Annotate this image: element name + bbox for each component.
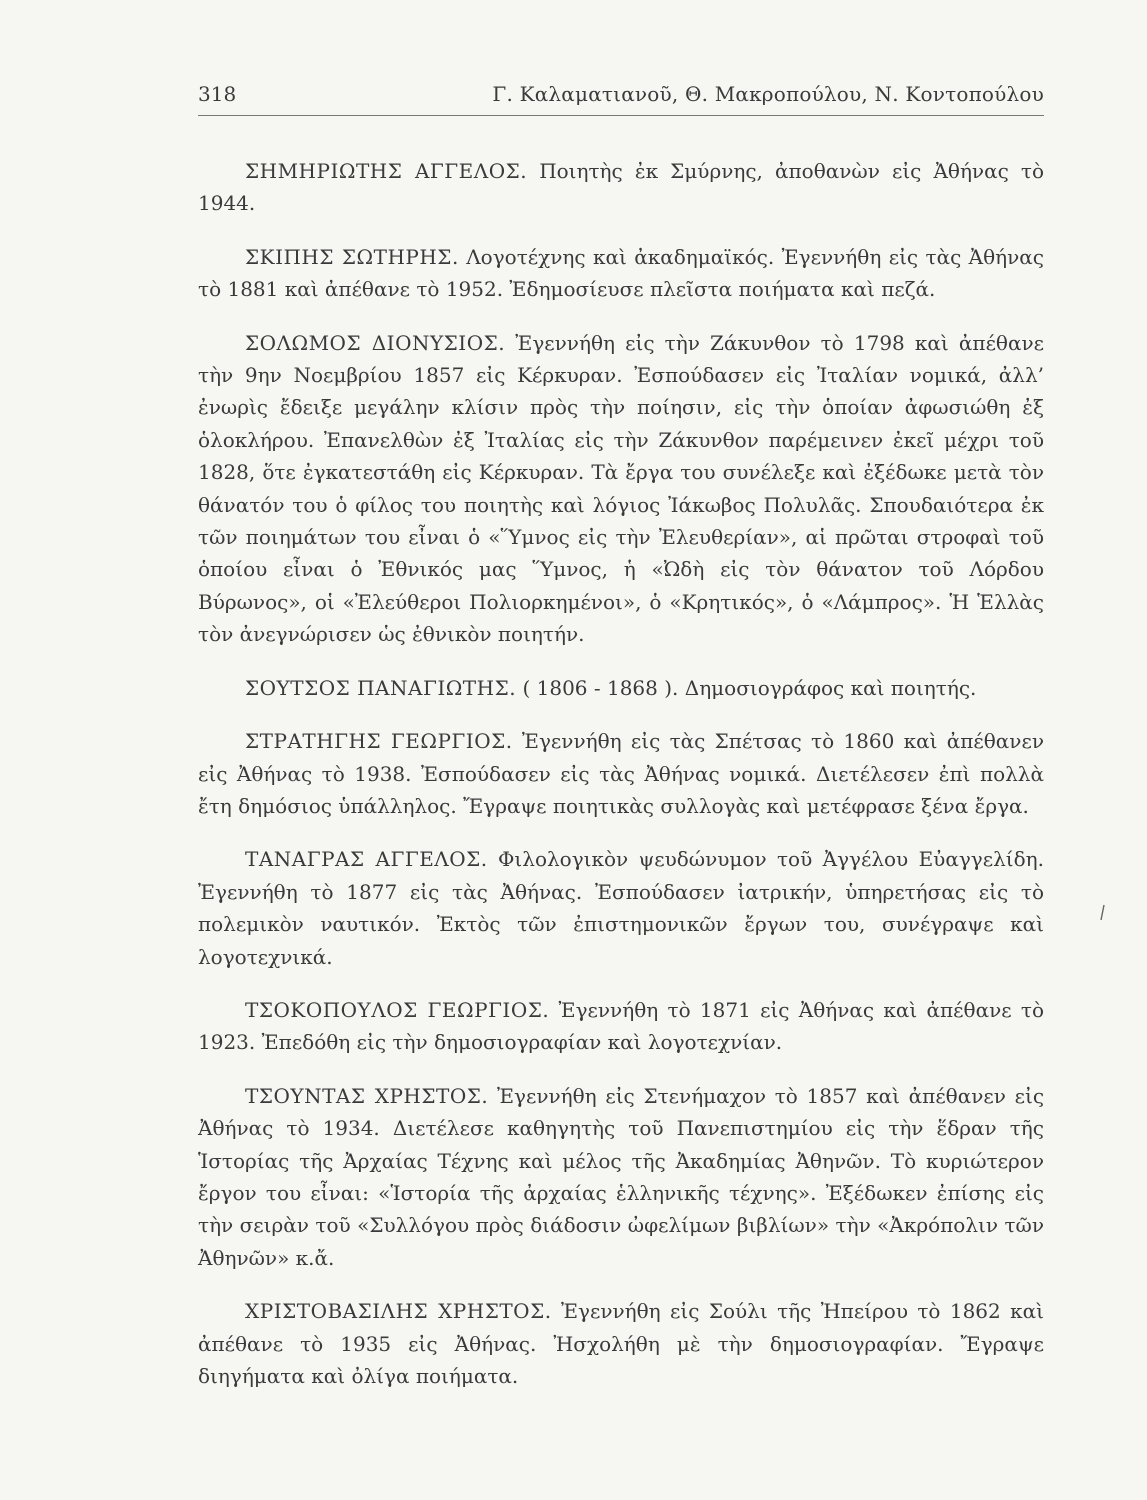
entry-text: Ποιητὴς ἐκ Σμύρνης, ἀποθανὼν εἰς Ἀθήνας τὸ 1944. [198, 159, 1044, 216]
entry-name: ΧΡΙΣΤΟΒΑΣΙΛΗΣ ΧΡΗΣΤΟΣ. [245, 1299, 552, 1324]
entry-name: ΤΣΟΥΝΤΑΣ ΧΡΗΣΤΟΣ. [245, 1083, 489, 1108]
entry-tanagras [198, 843, 1044, 973]
entry-stratigis [198, 725, 1044, 822]
entry-tsokopoulos [198, 994, 1044, 1059]
entry-name: ΤΑΝΑΓΡΑΣ ΑΓΓΕΛΟΣ. [245, 847, 488, 872]
entry-text: ( 1806 - 1868 ). Δημοσιογράφος καὶ ποιητής. [522, 675, 977, 700]
entry-text: Ἐγεννήθη εἰς Στενήμαχον τὸ 1857 καὶ ἀπέθανεν εἰς Ἀθήνας τὸ 1934. Διετέλεσε καθηγητὴς τοῦ Πανεπιστημίου εἰς τὴν ἕδραν τῆς Ἱστορίας τῆς Ἀρχαίας Τέχνης καὶ μέλος τῆς Ἀκαδημίας Ἀθηνῶν. Τὸ κυριώτερον ἔργον του εἶναι: «Ἱστορία τῆς ἀρχαίας ἑλληνικῆς τέχνης». Ἐξέδωκεν ἐπίσης εἰς τὴν σειρὰν τοῦ «Συλλόγου πρὸς διάδοσιν ὠφελίμων βιβλίων» τὴν «Ἀκρόπολιν τῶν Ἀθηνῶν» κ.ἄ. [198, 1083, 1045, 1270]
entry-name: ΣΤΡΑΤΗΓΗΣ ΓΕΩΡΓΙΟΣ. [245, 729, 513, 754]
entry-tsountas [198, 1080, 1044, 1274]
entry-text: Λογοτέχνης καὶ ἀκαδημαϊκός. Ἐγεννήθη εἰς τὰς Ἀθήνας τὸ 1881 καὶ ἀπέθανε τὸ 1952. Ἐδημοσίευσε πλεῖστα ποιήματα καὶ πεζά. [198, 244, 1045, 302]
entry-text: Ἐγεννήθη εἰς τὴν Ζάκυνθον τὸ 1798 καὶ ἀπέθανε τὴν 9ην Νοεμβρίου 1857 εἰς Κέρκυραν. Ἐσπούδασεν εἰς Ἰταλίαν νομικά, ἀλλ’ ἐνωρὶς ἔδειξε μεγάλην κλίσιν πρὸς τὴν ποίησιν, εἰς τὴν ὁποίαν ἀφωσιώθη ἐξ ὁλοκλήρου. Ἐπανελθὼν ἐξ Ἰταλίας εἰς τὴν Ζάκυνθον παρέμεινεν ἐκεῖ μέχρι τοῦ 1828, ὅτε ἐγκατεστάθη εἰς Κέρκυραν. Τὰ ἔργα του συνέλεξε καὶ ἐξέδωκε μετὰ τὸν θάνατόν του ὁ φίλος του ποιητὴς καὶ λόγιος Ἰάκωβος Πολυλᾶς. Σπουδαιότερα ἐκ τῶν ποιημάτων του εἶναι ὁ «Ὕμνος εἰς τὴν Ἐλευθερίαν», αἱ πρῶται στροφαὶ τοῦ ὁποίου εἶναι ὁ Ἐθνικός μας Ὕμνος, ἡ «Ὠδὴ εἰς τὸν θάνατον τοῦ Λόρδου Βύρωνος», οἱ «Ἐλεύθεροι Πολιορκημένοι», ὁ «Κρητικός», ὁ «Λάμπρος». Ἡ Ἑλλὰς τὸν ἀνεγνώρισεν ὡς ἐθνικὸν ποιητήν. [198, 330, 1044, 647]
entry-name: ΣΟΛΩΜΟΣ ΔΙΟΝΥΣΙΟΣ. [245, 330, 506, 355]
entry-text: Φιλολογικὸν ψευδώνυμον τοῦ Ἀγγέλου Εὐαγγελίδη. Ἐγεννήθη τὸ 1877 εἰς τὰς Ἀθήνας. Ἐσπούδασεν ἰατρικήν, ὑπηρετήσας εἰς τὸ πολεμικὸν ναυτικόν. Ἐκτὸς τῶν ἐπιστημονικῶν ἔργων του, συνέγραψε καὶ λογοτεχνικά. [198, 847, 1045, 969]
entry-text: Ἐγεννήθη εἰς τὰς Σπέτσας τὸ 1860 καὶ ἀπέθανεν εἰς Ἀθήνας τὸ 1938. Ἐσπούδασεν εἰς τὰς Ἀθήνας νομικά. Διετέλεσεν ἐπὶ πολλὰ ἔτη δημόσιος ὑπάλληλος. Ἔγραψε ποιητικὰς συλλογὰς καὶ μετέφρασε ξένα ἔργα. [198, 729, 1044, 818]
running-title: Γ. Καλαματιανοῦ, Θ. Μακροπούλου, Ν. Κοντοπούλου [492, 82, 1044, 106]
stray-pen-mark [1101, 905, 1104, 920]
entry-name: ΣΚΙΠΗΣ ΣΩΤΗΡΗΣ. [245, 244, 459, 269]
book-page [198, 82, 1044, 1413]
entry-christovasilis [198, 1295, 1044, 1392]
page-header [198, 82, 1044, 118]
page-number: 318 [198, 82, 237, 106]
entry-name: ΣΗΜΗΡΙΩΤΗΣ ΑΓΓΕΛΟΣ. [245, 159, 528, 183]
entry-list [198, 155, 1044, 1392]
entry-text: Ἐγεννήθη τὸ 1871 εἰς Ἀθήνας καὶ ἀπέθανε τὸ 1923. Ἐπεδόθη εἰς τὴν δημοσιογραφίαν καὶ λογοτεχνίαν. [198, 997, 1045, 1055]
entry-name: ΤΣΟΚΟΠΟΥΛΟΣ ΓΕΩΡΓΙΟΣ. [245, 997, 550, 1022]
entry-solomos [198, 327, 1044, 651]
entry-simiriotis [198, 155, 1044, 220]
header-rule [198, 115, 1044, 116]
entry-soutsos [198, 672, 1044, 704]
entry-skipis [198, 241, 1044, 306]
entry-text: Ἐγεννήθη εἰς Σούλι τῆς Ἠπείρου τὸ 1862 καὶ ἀπέθανε τὸ 1935 εἰς Ἀθήνας. Ἠσχολήθη μὲ τὴν δημοσιογραφίαν. Ἔγραψε διηγήματα καὶ ὀλίγα ποιήματα. [198, 1299, 1044, 1388]
entry-name: ΣΟΥΤΣΟΣ ΠΑΝΑΓΙΩΤΗΣ. [245, 675, 517, 700]
